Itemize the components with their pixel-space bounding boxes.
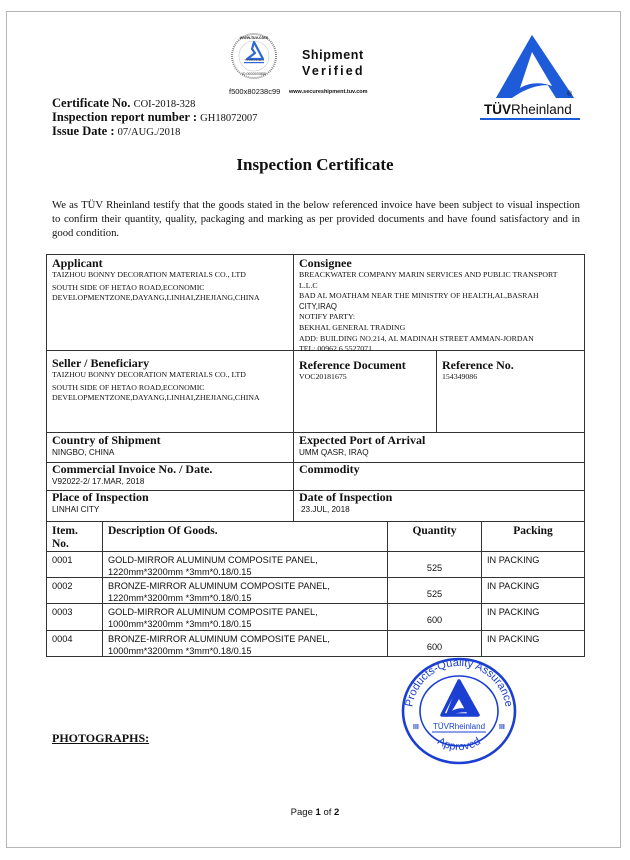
- item-no: 0002: [52, 581, 73, 591]
- svg-text:III: III: [413, 724, 419, 731]
- commercial-invoice-label: Commercial Invoice No. / Date.: [52, 462, 213, 476]
- seller-line: SOUTH SIDE OF HETAO ROAD,ECONOMIC: [52, 382, 205, 392]
- reference-document-value: VOC20181675: [299, 372, 347, 381]
- country-of-shipment-label: Country of Shipment: [52, 433, 161, 447]
- certificate-number-line: [52, 96, 195, 111]
- description-line: 1000mm*3200mm *3mm*0.18/0.15: [108, 645, 252, 656]
- svg-text:Approved: Approved: [435, 735, 483, 754]
- description: [103, 579, 387, 606]
- description-line: 1000mm*3200mm *3mm*0.18/0.15: [108, 618, 252, 629]
- page-prefix: Page: [290, 807, 313, 818]
- place-of-inspection-value: LINHAI CITY: [52, 505, 100, 514]
- consignee-line: BEKHAL GENERAL TRADING: [299, 322, 406, 332]
- description-line: GOLD-MIRROR ALUMINUM COMPOSITE PANEL,: [108, 607, 318, 617]
- port-of-arrival-cell: [294, 432, 584, 460]
- description-line: BRONZE-MIRROR ALUMINUM COMPOSITE PANEL,: [108, 581, 330, 591]
- shipment-seal-icon: [229, 31, 279, 81]
- date-of-inspection-label: Date of Inspection: [299, 490, 393, 504]
- header-text: Item.: [52, 525, 78, 537]
- photographs-heading: PHOTOGRAPHS:: [52, 731, 150, 745]
- shipment-code: f500x80238c99: [229, 87, 281, 96]
- description-line: 1220mm*3200mm *3mm*0.18/0.15: [108, 566, 252, 577]
- consignee-line: BAD AL MOATHAM NEAR THE MINISTRY OF HEALTH,AL,BASRAH: [299, 291, 539, 301]
- report-number-line: [52, 110, 257, 125]
- seller-line: DEVELOPMENTZONE,DAYANG,LINHAI,ZHEJIANG,CHINA: [52, 393, 260, 403]
- seller-line: TAIZHOU BONNY DECORATION MATERIALS CO., LTD: [52, 370, 246, 379]
- description-line: GOLD-MIRROR ALUMINUM COMPOSITE PANEL,: [108, 555, 318, 565]
- quantity: 525: [426, 563, 443, 573]
- reference-document-label: Reference Document: [299, 358, 406, 372]
- reference-document-cell: [294, 356, 436, 385]
- item-no: 0001: [52, 555, 73, 565]
- consignee-line: L.L.C: [299, 280, 318, 290]
- shipment-text: Shipment: [302, 48, 364, 62]
- description: [103, 605, 387, 632]
- country-of-shipment-value: NINGBO, CHINA: [52, 448, 115, 457]
- reference-no-value: 154349086: [442, 372, 478, 381]
- commodity-label: Commodity: [299, 462, 360, 476]
- goods-header-quantity: Quantity: [412, 525, 457, 537]
- verified-text: Verified: [302, 64, 365, 78]
- page-of: of: [323, 807, 332, 818]
- port-of-arrival-value: UMM QASR, IRAQ: [299, 448, 369, 457]
- page-total: 2: [334, 807, 340, 818]
- svg-text:III: III: [499, 724, 505, 731]
- consignee-line: TEL: 00962 6 5527071: [299, 344, 372, 354]
- quantity: 525: [426, 589, 443, 599]
- applicant-line: DEVELOPMENTZONE,DAYANG,LINHAI,ZHEJIANG,CHINA: [52, 293, 260, 303]
- consignee-cell: [294, 254, 584, 357]
- shipment-url: www.secureshipment.tuv.com: [289, 89, 368, 95]
- report-label: Inspection report number :: [52, 110, 198, 124]
- svg-text:www.tuv.com: www.tuv.com: [239, 35, 269, 40]
- intro-paragraph: We as TÜV Rheinland testify that the goods stated in the below referenced invoice have been subject to visual inspection to confirm their quantity, quality, packaging and marking as per provided documents and have found satisfactory and in good condition.: [52, 199, 580, 239]
- commercial-invoice-value: V92022-2/ 17.MAR, 2018: [52, 477, 145, 486]
- quantity: 600: [426, 642, 443, 652]
- commercial-invoice-cell: [47, 462, 293, 489]
- consignee-label: Consignee: [299, 256, 352, 270]
- tuv-wordmark-rest: Rheinland: [511, 102, 572, 117]
- packing: IN PACKING: [487, 634, 540, 644]
- quantity: 600: [426, 615, 443, 625]
- item-no: 0003: [52, 607, 73, 617]
- packing: IN PACKING: [487, 607, 540, 617]
- consignee-line: BREACKWATER COMPANY MARIN SERVICES AND PUBLIC TRANSPORT: [299, 270, 558, 279]
- report-number: GH18072007: [200, 113, 258, 124]
- seller-label: Seller / Beneficiary: [52, 356, 150, 370]
- certificate-label: Certificate No.: [52, 96, 131, 110]
- page-indicator: [0, 807, 630, 818]
- commodity-cell: [294, 462, 584, 478]
- description: [103, 632, 387, 659]
- issue-date-line: [52, 124, 180, 139]
- issue-date: 07/AUG./2018: [117, 127, 181, 138]
- seller-cell: [47, 354, 293, 406]
- item-no: 0004: [52, 634, 73, 644]
- svg-text:TÜVRheinland: TÜVRheinland: [432, 722, 486, 731]
- description: [103, 553, 387, 580]
- applicant-label: Applicant: [52, 256, 103, 270]
- goods-header-packing: Packing: [513, 525, 553, 537]
- svg-text:ID:0000000888: ID:0000000888: [242, 72, 266, 76]
- header-text: No.: [52, 538, 69, 550]
- consignee-line: CITY,IRAQ: [299, 301, 337, 311]
- page-current: 1: [315, 807, 321, 818]
- port-of-arrival-label: Expected Port of Arrival: [299, 433, 426, 447]
- svg-text:TÜVRheinland: TÜVRheinland: [244, 58, 264, 62]
- consignee-line: NOTIFY PARTY:: [299, 312, 356, 322]
- applicant-line: SOUTH SIDE OF HETAO ROAD,ECONOMIC: [52, 282, 205, 292]
- document-title: Inspection Certificate: [236, 155, 394, 174]
- divider: [46, 551, 585, 552]
- consignee-line: ADD: BUILDING NO.214, AL MADINAH STREET AMMAN-JORDAN: [299, 333, 534, 343]
- issue-date-label: Issue Date :: [52, 124, 115, 138]
- reference-no-label: Reference No.: [442, 358, 514, 372]
- goods-header-description: Description Of Goods.: [108, 525, 218, 537]
- country-of-shipment-cell: [47, 432, 293, 460]
- registered-mark: ®: [567, 91, 573, 98]
- svg-text:Products-Quality Assurance: Products-Quality Assurance: [403, 656, 515, 708]
- applicant-line: TAIZHOU BONNY DECORATION MATERIALS CO., LTD: [52, 270, 246, 279]
- packing: IN PACKING: [487, 581, 540, 591]
- description-line: BRONZE-MIRROR ALUMINUM COMPOSITE PANEL,: [108, 634, 330, 644]
- tuv-wordmark-bold: TÜV: [484, 102, 511, 117]
- quality-approved-stamp-icon: [398, 655, 520, 765]
- applicant-cell: [47, 254, 293, 306]
- description-line: 1220mm*3200mm *3mm*0.18/0.15: [108, 592, 252, 603]
- logo-underline: [480, 118, 580, 120]
- place-of-inspection-label: Place of Inspection: [52, 490, 149, 504]
- reference-no-cell: [437, 356, 584, 385]
- date-of-inspection-value: 23.JUL, 2018: [301, 505, 350, 514]
- date-of-inspection-cell: [294, 490, 584, 517]
- place-of-inspection-cell: [47, 490, 293, 517]
- certificate-number: COI-2018-328: [133, 99, 196, 110]
- packing: IN PACKING: [487, 555, 540, 565]
- goods-header-item: [47, 523, 102, 553]
- shipment-verified-title: [302, 47, 365, 79]
- tuv-wordmark: [484, 102, 572, 117]
